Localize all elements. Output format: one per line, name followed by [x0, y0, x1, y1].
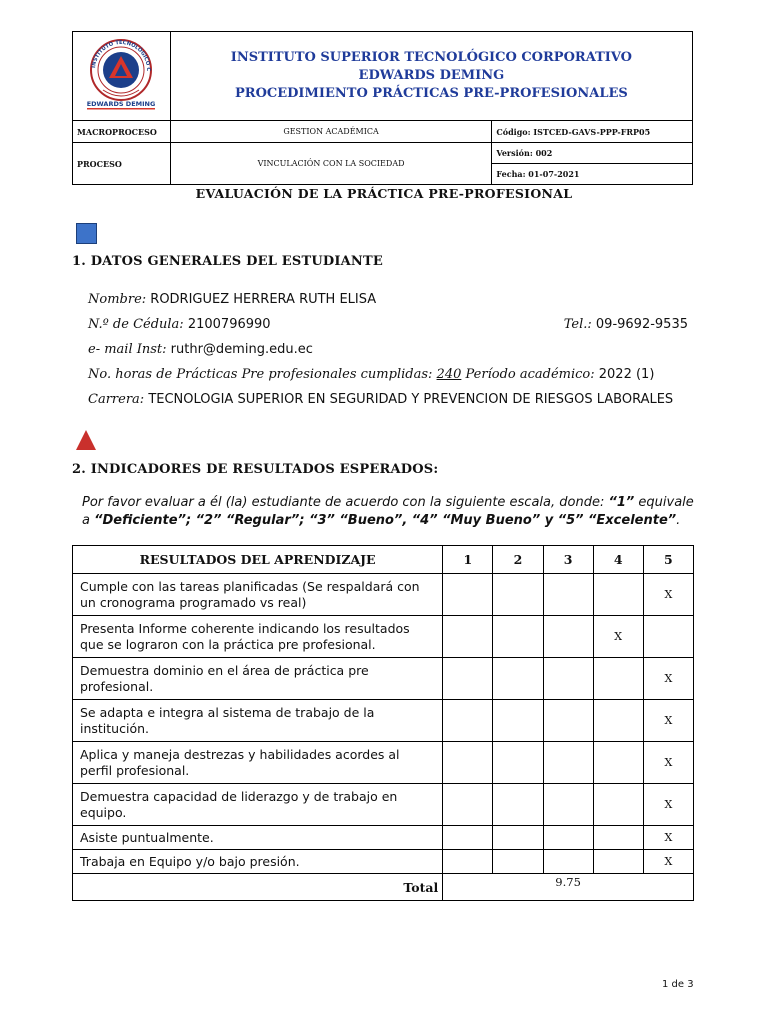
score-cell: X: [643, 700, 693, 742]
score-cell: [443, 784, 493, 826]
score-cell: [493, 850, 543, 874]
score-cell: [443, 742, 493, 784]
carrera-value: TECNOLOGIA SUPERIOR EN SEGURIDAD Y PREVENCION DE RIESGOS LABORALES: [148, 392, 674, 407]
instructions-scale: “Deficiente”; “2” “Regular”; “3” “Bueno”, “4” “Muy Bueno” y “5” “Excelente”: [94, 513, 677, 528]
institution-subname: EDWARDS DEMING: [358, 68, 505, 83]
document-title: EVALUACIÓN DE LA PRÁCTICA PRE-PROFESIONAL: [195, 186, 573, 201]
cedula-field: [88, 317, 271, 332]
score-cell: [543, 658, 593, 700]
score-cell: [643, 616, 693, 658]
score-cell: X: [643, 658, 693, 700]
document-header: [72, 31, 693, 185]
nombre-label: Nombre:: [88, 292, 147, 307]
criterion-cell: Cumple con las tareas planificadas (Se respaldará con un cronograma programado vs real): [73, 574, 443, 616]
evaluation-header-row: [73, 546, 694, 574]
criterion-cell: Presenta Informe coherente indicando los resultados que se lograron con la práctica pre profesional.: [73, 616, 443, 658]
horas-value: 240: [436, 367, 462, 382]
score-cell: [493, 616, 543, 658]
scale-header: 1: [443, 546, 493, 574]
logo-text-bottom: EDWARDS DEMING: [86, 100, 156, 108]
criterion-cell: Aplica y maneja destrezas y habilidades acordes al perfil profesional.: [73, 742, 443, 784]
table-row: [73, 658, 694, 700]
cedula-value: 2100796990: [187, 317, 271, 332]
macroproceso-label: MACROPROCESO: [73, 121, 171, 143]
scale-header: 4: [593, 546, 643, 574]
results-header: RESULTADOS DEL APRENDIZAJE: [73, 546, 443, 574]
score-cell: [593, 574, 643, 616]
score-cell: [493, 658, 543, 700]
table-row: [73, 616, 694, 658]
criterion-cell: Se adapta e integra al sistema de trabajo de la institución.: [73, 700, 443, 742]
criterion-cell: Demuestra dominio en el área de práctica pre profesional.: [73, 658, 443, 700]
email-field: [88, 342, 313, 357]
score-cell: [593, 784, 643, 826]
table-row: [73, 742, 694, 784]
score-cell: [443, 658, 493, 700]
table-row: [73, 700, 694, 742]
score-cell: [443, 700, 493, 742]
instructions-equals: equivale a: [82, 495, 694, 528]
score-cell: [593, 658, 643, 700]
periodo-value: 2022 (1): [598, 367, 655, 382]
score-cell: [493, 784, 543, 826]
score-cell: [543, 850, 593, 874]
institute-logo-icon: [73, 32, 169, 118]
criterion-cell: Demuestra capacidad de liderazgo y de trabajo en equipo.: [73, 784, 443, 826]
evaluation-table: [72, 545, 694, 901]
score-cell: [443, 574, 493, 616]
table-row: [73, 574, 694, 616]
score-cell: [493, 574, 543, 616]
nombre-value: RODRIGUEZ HERRERA RUTH ELISA: [150, 292, 377, 307]
score-cell: [543, 616, 593, 658]
score-cell: [443, 826, 493, 850]
tel-label: Tel.:: [563, 317, 592, 332]
cedula-label: N.º de Cédula:: [88, 317, 184, 332]
nombre-field: [88, 292, 376, 307]
score-cell: [493, 700, 543, 742]
score-cell: X: [643, 784, 693, 826]
score-cell: [543, 826, 593, 850]
score-cell: [543, 700, 593, 742]
codigo-field: Código: ISTCED-GAVS-PPP-FRP05: [492, 121, 693, 143]
scale-header: 3: [543, 546, 593, 574]
total-value: 9.75: [443, 874, 694, 901]
horas-label: No. horas de Prácticas Pre profesionales cumplidas:: [88, 367, 433, 382]
logo-cell: [73, 32, 171, 121]
carrera-field: [88, 392, 688, 408]
score-cell: X: [643, 574, 693, 616]
email-value: ruthr@deming.edu.ec: [170, 342, 313, 357]
fecha-field: Fecha: 01-07-2021: [492, 164, 693, 185]
institution-name: INSTITUTO SUPERIOR TECNOLÓGICO CORPORATIVO: [230, 50, 633, 65]
version-field: Versión: 002: [492, 143, 693, 164]
scale-header: 5: [643, 546, 693, 574]
logo-text-top: INSTITUTO TECNOLÓGICO C: [91, 39, 152, 72]
score-cell: [543, 574, 593, 616]
instructions-one: “1”: [608, 495, 635, 510]
page-number: 1 de 3: [662, 979, 694, 990]
macroproceso-value: GESTION ACADÉMICA: [170, 121, 492, 143]
blue-square-icon: [76, 223, 97, 244]
section1-heading: 1. DATOS GENERALES DEL ESTUDIANTE: [72, 254, 383, 269]
score-cell: X: [643, 850, 693, 874]
carrera-label: Carrera:: [88, 392, 145, 407]
instructions-end: .: [676, 513, 681, 528]
score-cell: [443, 850, 493, 874]
procedure-title: PROCEDIMIENTO PRÁCTICAS PRE-PROFESIONALES: [235, 86, 628, 101]
score-cell: [593, 826, 643, 850]
score-cell: X: [643, 826, 693, 850]
score-cell: [443, 616, 493, 658]
score-cell: [593, 850, 643, 874]
score-cell: X: [643, 742, 693, 784]
table-row: [73, 850, 694, 874]
total-row: [73, 874, 694, 901]
criterion-cell: Trabaja en Equipo y/o bajo presión.: [73, 850, 443, 874]
score-cell: [493, 742, 543, 784]
table-row: [73, 826, 694, 850]
score-cell: [593, 700, 643, 742]
instructions-intro: Por favor evaluar a él (la) estudiante de acuerdo con la siguiente escala, donde:: [82, 495, 609, 510]
periodo-label: Período académico:: [465, 367, 595, 382]
table-row: [73, 784, 694, 826]
institution-title-cell: [170, 32, 692, 121]
red-triangle-icon: [76, 430, 96, 450]
score-cell: [493, 826, 543, 850]
horas-field: [88, 367, 654, 382]
score-cell: [543, 742, 593, 784]
email-label: e- mail Inst:: [88, 342, 167, 357]
criterion-cell: Asiste puntualmente.: [73, 826, 443, 850]
scale-instructions: [82, 494, 694, 530]
proceso-value: VINCULACIÓN CON LA SOCIEDAD: [170, 143, 492, 185]
section2-heading: 2. INDICADORES DE RESULTADOS ESPERADOS:: [72, 462, 439, 477]
scale-header: 2: [493, 546, 543, 574]
tel-field: [564, 317, 688, 332]
score-cell: [543, 784, 593, 826]
score-cell: [593, 742, 643, 784]
score-cell: X: [593, 616, 643, 658]
tel-value: 09-9692-9535: [595, 317, 688, 332]
total-label: Total: [73, 874, 443, 901]
proceso-label: PROCESO: [73, 143, 171, 185]
